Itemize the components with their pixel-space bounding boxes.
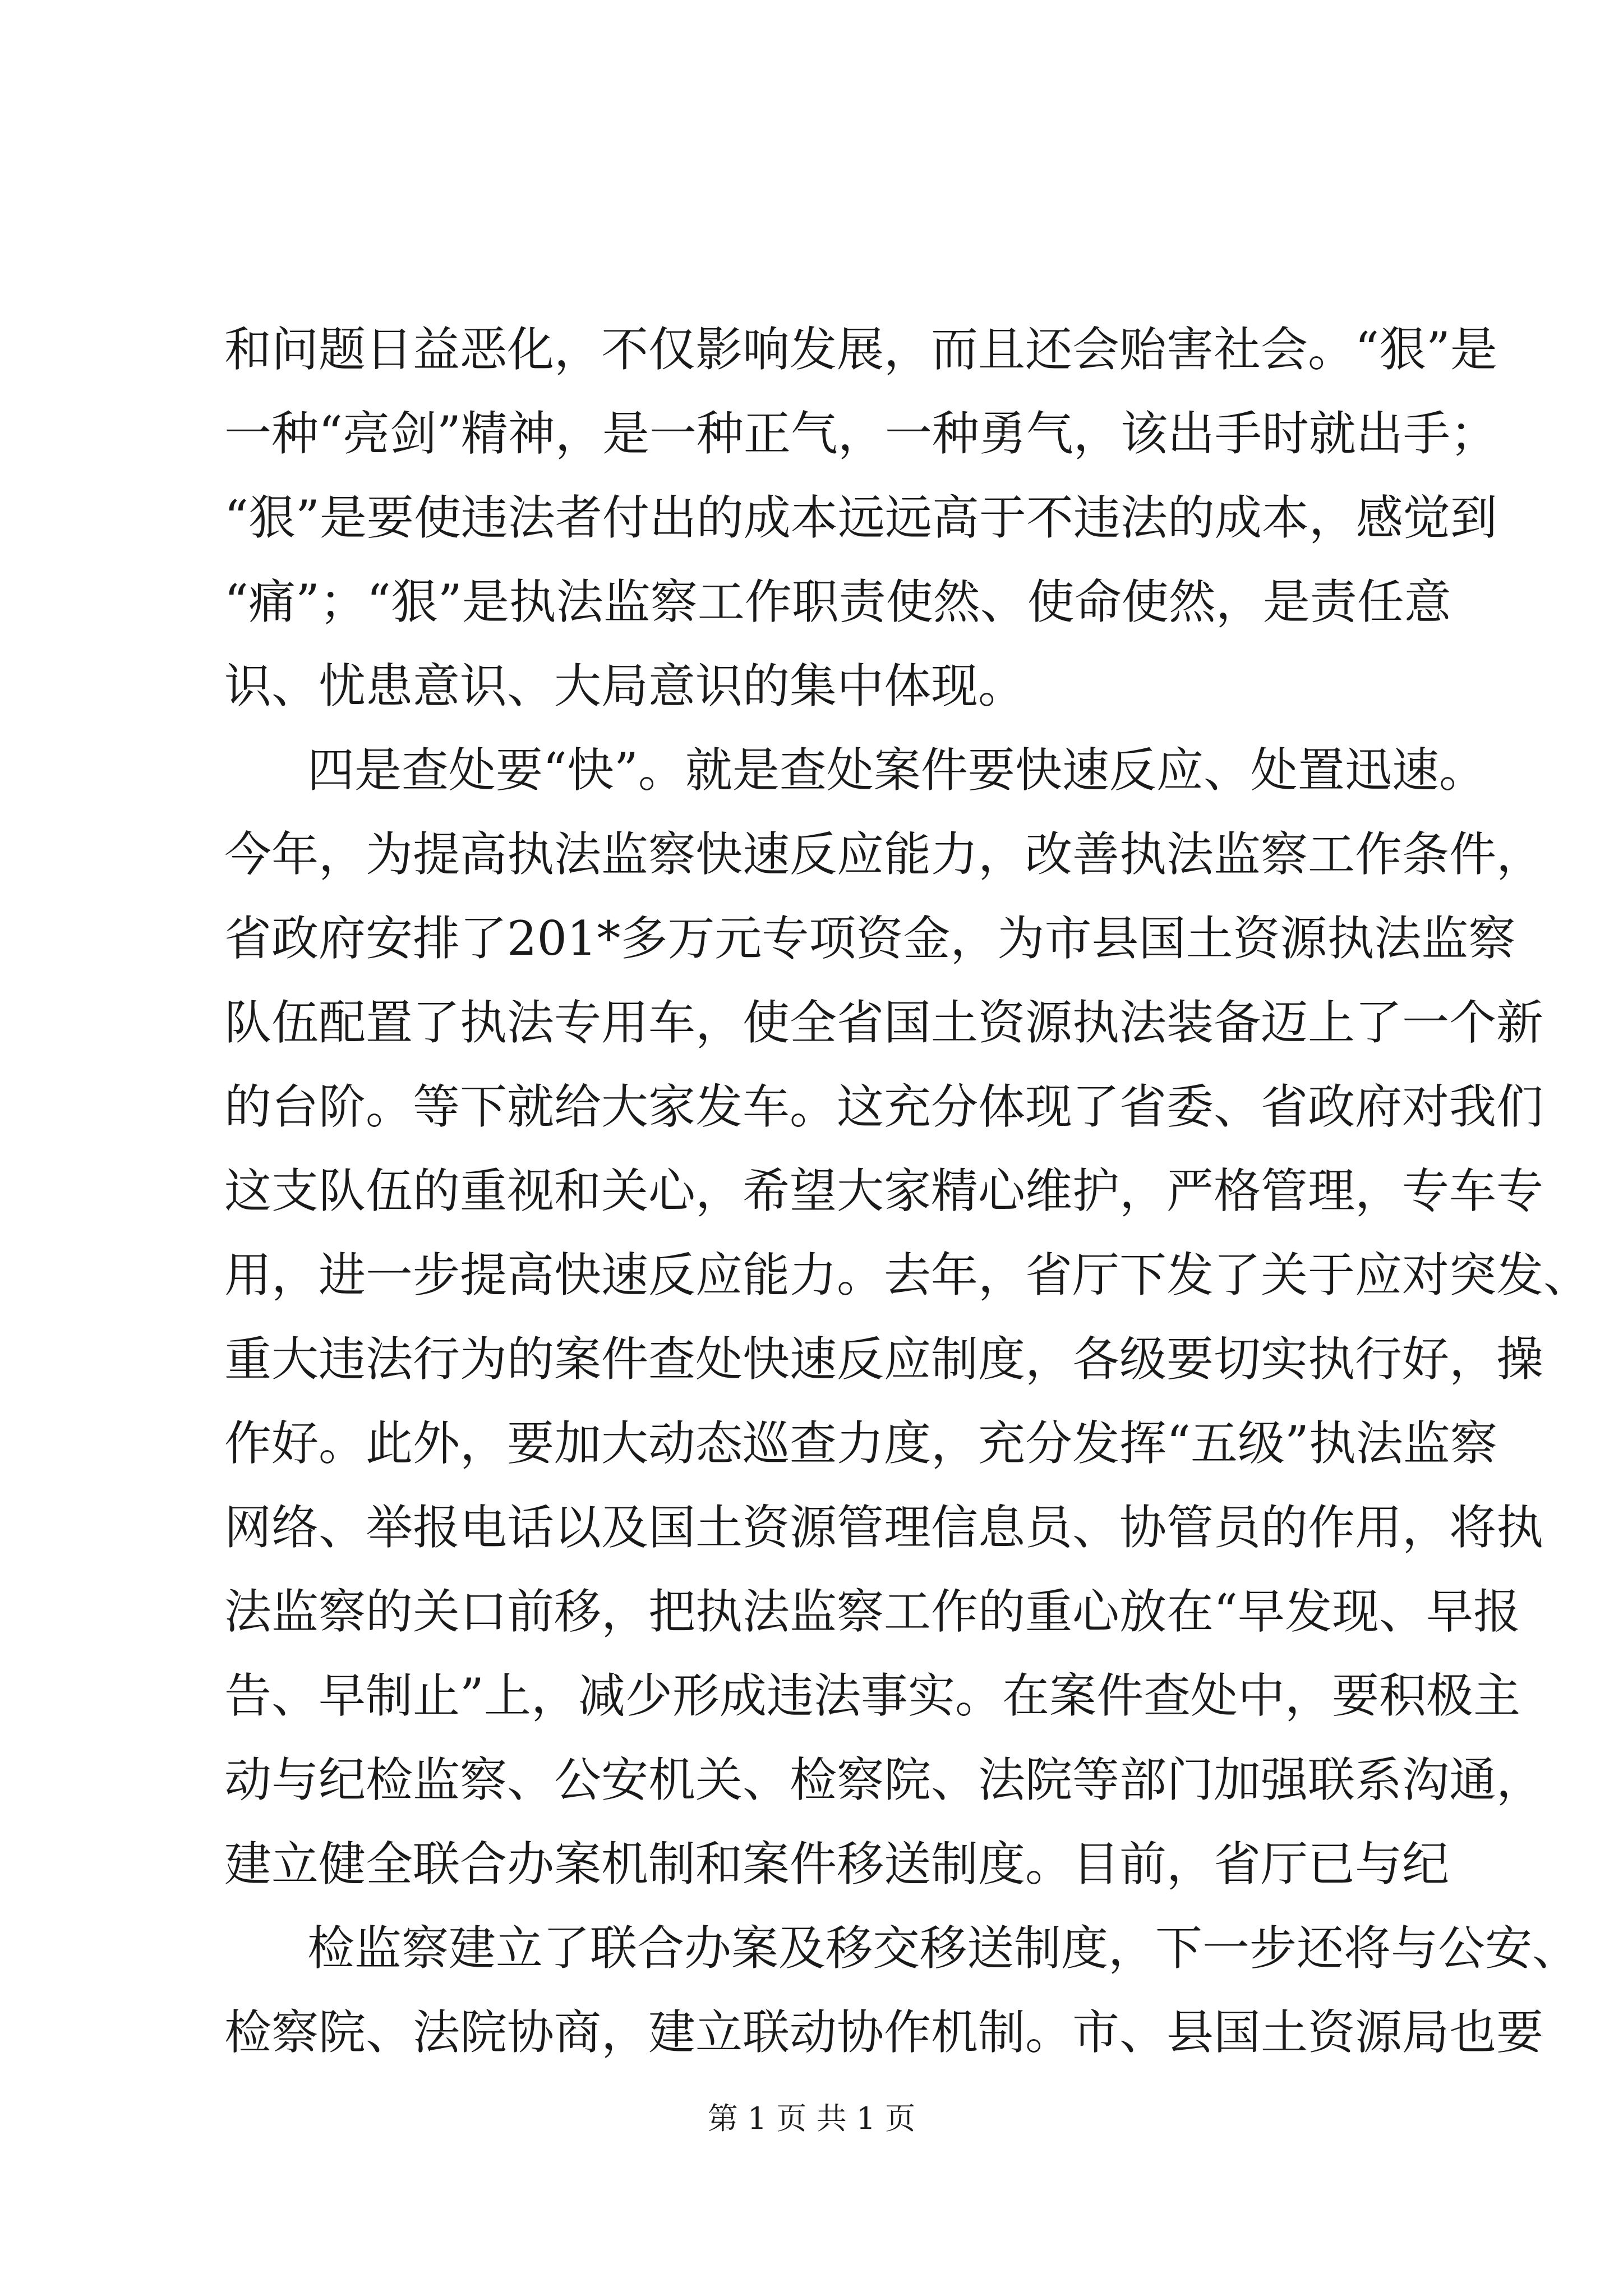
text-line: 网络、举报电话以及国土资源管理信息员、协管员的作用，将执 [224,1500,1544,1555]
text-line: 作好。此外，要加大动态巡查力度，充分发挥“五级”执法监察 [224,1416,1497,1471]
text-line: 省政府安排了201*多万元专项资金，为市县国土资源执法监察 [224,911,1516,966]
text-line: 和问题日益恶化，不仅影响发展，而且还会贻害社会。“狠”是 [224,322,1497,377]
text-line: 这支队伍的重视和关心，希望大家精心维护，严格管理，专车专 [224,1163,1544,1218]
text-line: “痛”；“狠”是执法监察工作职责使然、使命使然，是责任意 [224,574,1451,629]
text-line: 用，进一步提高快速反应能力。去年，省厅下发了关于应对突发、 [224,1248,1591,1303]
paragraph-start-line: 四是查处要“快”。就是查处案件要快速反应、处置迅速。 [307,743,1486,798]
text-line: 识、忧患意识、大局意识的集中体现。 [224,659,1026,714]
text-line: 动与纪检监察、公安机关、检察院、法院等部门加强联系沟通， [224,1752,1544,1807]
text-line: 的台阶。等下就给大家发车。这充分体现了省委、省政府对我们 [224,1079,1544,1134]
text-line: “狠”是要使违法者付出的成本远远高于不违法的成本，感觉到 [224,490,1497,545]
text-line: 重大违法行为的案件查处快速反应制度，各级要切实执行好，操 [224,1332,1544,1387]
text-line: 检察院、法院协商，建立联动协作机制。市、县国土资源局也要 [224,2005,1544,2060]
page-footer: 第 1 页 共 1 页 [707,2101,916,2136]
text-line: 今年，为提高执法监察快速反应能力，改善执法监察工作条件， [224,827,1544,882]
paragraph-start-line: 检监察建立了联合办案及移交移送制度，下一步还将与公安、 [307,1921,1580,1976]
text-line: 队伍配置了执法专用车，使全省国土资源执法装备迈上了一个新 [224,995,1544,1050]
text-line: 告、早制止”上，减少形成违法事实。在案件查处中，要积极主 [224,1668,1520,1723]
text-line: 法监察的关口前移，把执法监察工作的重心放在“早发现、早报 [224,1584,1520,1639]
text-line: 建立健全联合办案机制和案件移送制度。目前，省厅已与纪 [224,1837,1450,1892]
text-line: 一种“亮剑”精神，是一种正气，一种勇气，该出手时就出手； [224,406,1497,461]
